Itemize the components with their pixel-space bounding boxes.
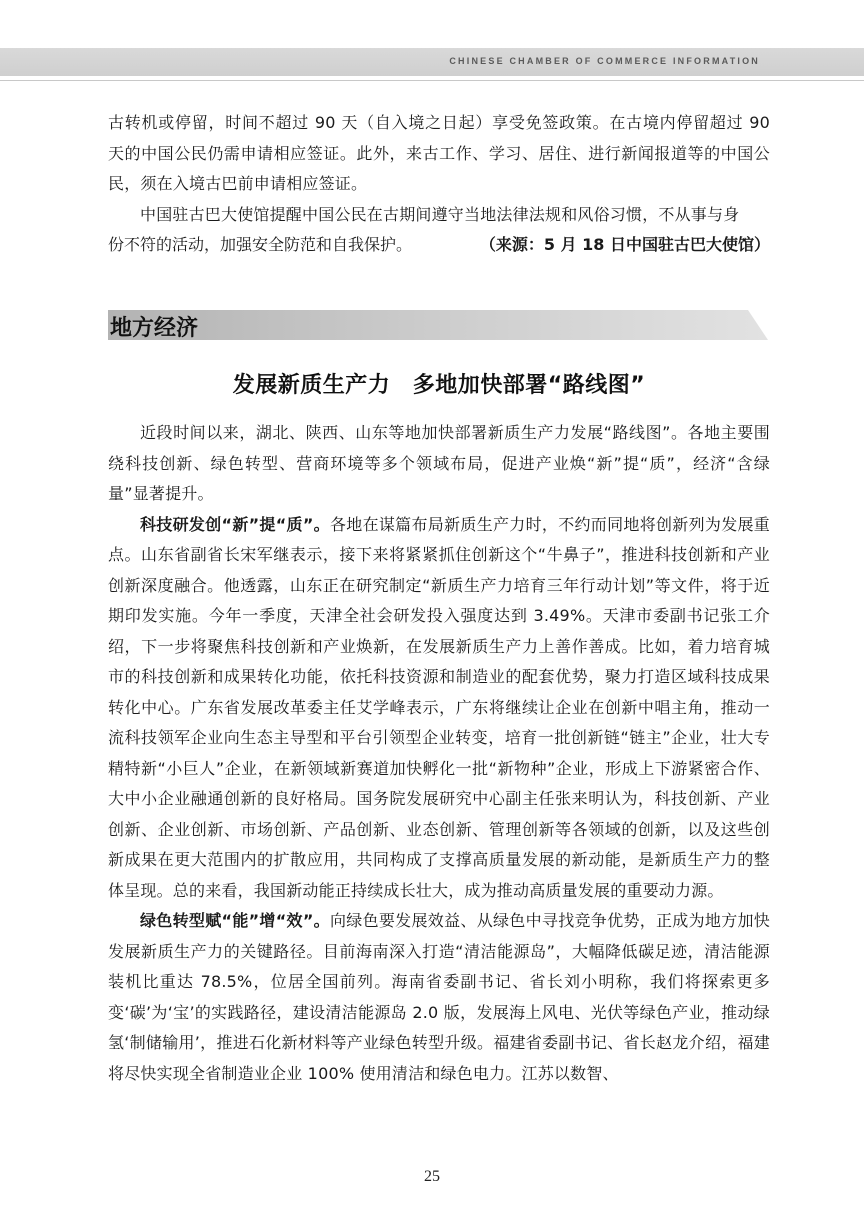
article-paragraph-2 [108,906,770,1089]
article-body [108,418,770,1089]
article-title: 发展新质生产力 多地加快部署“路线图” [232,373,646,398]
publication-name: CHINESE CHAMBER OF COMMERCE INFORMATION [449,56,760,66]
article-paragraph-1 [108,510,770,907]
source-note: （来源：5 月 18 日中国驻古巴大使馆） [479,235,770,254]
prev-paragraph-2-tail: 份不符的活动，加强安全防范和自我保护。 [108,235,413,254]
article-intro: 近段时间以来，湖北、陕西、山东等地加快部署新质生产力发展“路线图”。各地主要围绕科技创新、绿色转型、营商环境等多个领域布局，促进产业焕“新”提“质”，经济“含绿量”显著提升。 [108,423,770,503]
page-number: 25 [424,1168,440,1185]
prev-paragraph-1: 古转机或停留，时间不超过 90 天（自入境之日起）享受免签政策。在古境内停留超过 90 天的中国公民仍需申请相应签证。此外，来古工作、学习、居住、进行新闻报道等的中国公民，须在入境古巴前申请相应签证。 [108,113,770,193]
section-header-background [108,310,768,340]
section-header [108,310,768,340]
section-title: 地方经济 [110,315,199,341]
header-divider [0,80,864,81]
paragraph-1-text: 各地在谋篇布局新质生产力时，不约而同地将创新列为发展重点。山东省副省长宋军继表示，接下来将紧紧抓住创新这个“牛鼻子”，推进科技创新和产业创新深度融合。他透露，山东正在研究制定“新质生产力培育三年行动计划”等文件，将于近期印发实施。今年一季度，天津全社会研发投入强度达到 3.49%。天津市委副书记张工介绍，下一步将聚焦科技创新和产业焕新，在发展新质生产力上善作善成。比如，着力培育城市的科技创新和成果转化功能，依托科技资源和制造业的配套优势，聚力打造区域科技成果转化中心。广东省发展改革委主任艾学峰表示，广东将继续让企业在创新中唱主角，推动一流科技领军企业向生态主导型和平台引领型企业转变，培育一批创新链“链主”企业，壮大专精特新“小巨人”企业，在新领域新赛道加快孵化一批“新物种”企业，形成上下游紧密合作、大中小企业融通创新的良好格局。国务院发展研究中心副主任张来明认为，科技创新、产业创新、企业创新、市场创新、产品创新、业态创新、管理创新等各领域的创新，以及这些创新成果在更大范围内的扩散应用，共同构成了支撑高质量发展的新动能，是新质生产力的整体呈现。总的来看，我国新动能正持续成长壮大，成为推动高质量发展的重要动力源。 [108,514,770,900]
prev-paragraph-2-end [108,230,770,261]
paragraph-2-text: 向绿色要发展效益、从绿色中寻找竞争优势，正成为地方加快发展新质生产力的关键路径。目前海南深入打造“清洁能源岛”，大幅降低碳足迹，清洁能源装机比重达 78.5%，位居全国前列。海南省委副书记、省长刘小明称，我们将探索更多变‘碳’为‘宝’的实践路径，建设清洁能源岛 2.0 版，发展海上风电、光伏等绿色产业，推动绿氢‘制储输用’，推进石化新材料等产业绿色转型升级。福建省委副书记、省长赵龙介绍，福建将尽快实现全省制造业企业 100% 使用清洁和绿色电力。江苏以数智、 [108,911,770,1083]
paragraph-2-lead: 绿色转型赋“能”增“效”。 [140,911,330,930]
paragraph-1-lead: 科技研发创“新”提“质”。 [140,514,330,534]
previous-article-continuation [108,108,770,261]
prev-paragraph-2: 中国驻古巴大使馆提醒中国公民在古期间遵守当地法律法规和风俗习惯，不从事与身 [140,204,740,224]
